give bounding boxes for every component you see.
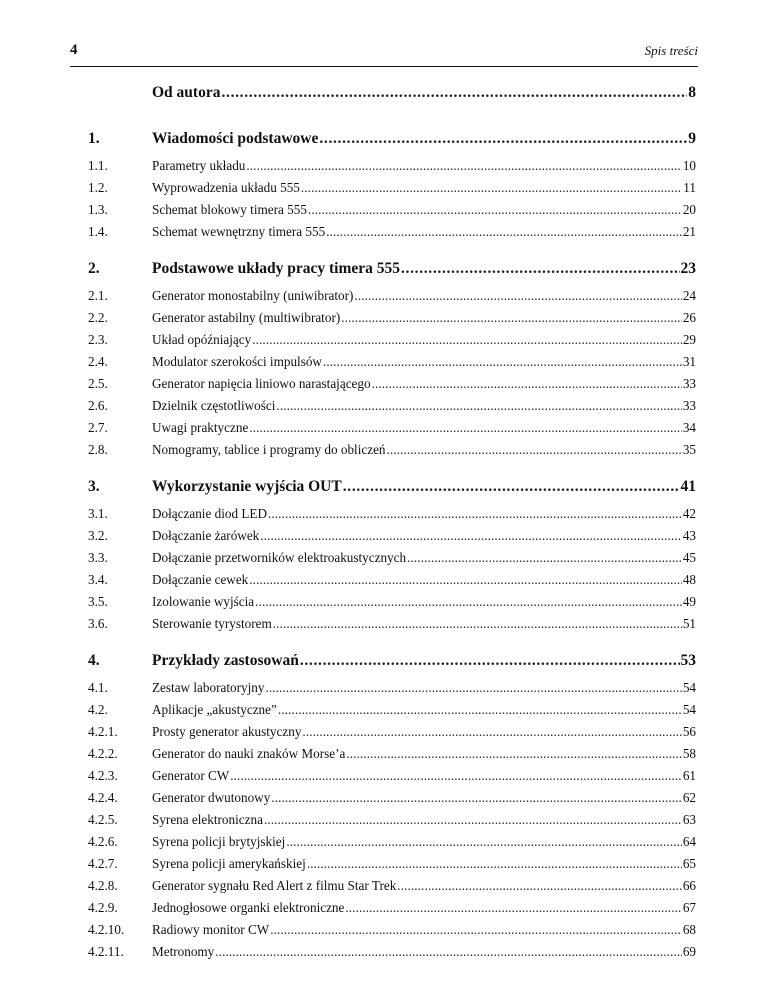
toc-entry-body [152,616,696,632]
dot-leader [252,332,682,348]
toc-entry-title: Od autora [152,84,221,101]
toc-entry-body [152,528,696,544]
toc-entry-body [152,572,696,588]
dot-leader [354,288,681,304]
dot-leader [372,376,682,392]
toc-section-entry[interactable] [88,376,696,398]
toc-entry-page: 58 [682,746,696,761]
toc-entry-page: 23 [680,260,696,277]
toc-entry-body [152,550,696,566]
dot-leader [246,158,681,174]
dot-leader [264,812,682,828]
toc-entry-body [152,332,696,348]
toc-entry-number: 4.2.6. [88,834,118,849]
toc-entry-title: Radiowy monitor CW [152,922,270,937]
dot-leader [308,202,682,218]
toc-section-entry[interactable] [88,506,696,528]
toc-entry-body [152,310,696,326]
toc-entry-number: 1.4. [88,224,108,239]
toc-entry-title: Układ opóźniający [152,332,252,347]
toc-entry-number: 3.5. [88,594,108,609]
toc-chapter-entry[interactable] [88,652,696,678]
toc-section-entry[interactable] [88,158,696,180]
toc-section-entry[interactable] [88,550,696,572]
toc-entry-body [152,84,696,102]
toc-entry-number: 2. [88,260,100,277]
chapter-spacer [88,638,696,652]
toc-entry-page: 56 [682,724,696,739]
toc-section-entry[interactable] [88,332,696,354]
chapter-spacer [88,116,696,130]
toc-entry-title: Dołączanie przetworników elektroakustycznych [152,550,407,565]
toc-entry-number: 4.2.2. [88,746,118,761]
toc-entry-page: 11 [683,180,696,195]
toc-entry-number: 2.5. [88,376,108,391]
toc-entry-body [152,702,696,718]
toc-entry-page: 43 [682,528,696,543]
toc-section-entry[interactable] [88,572,696,594]
toc-entry-number: 3.6. [88,616,108,631]
toc-entry-body [152,130,696,148]
toc-entry-title: Syrena policji amerykańskiej [152,856,306,871]
toc-section-entry[interactable] [88,856,696,878]
toc-entry-number: 2.4. [88,354,108,369]
toc-entry-number: 4.2.3. [88,768,118,783]
toc-section-entry[interactable] [88,202,696,224]
toc-entry-title: Generator dwutonowy [152,790,271,805]
toc-entry-body [152,594,696,610]
toc-entry-page: 20 [682,202,696,217]
toc-entry-page: 66 [682,878,696,893]
toc-section-entry[interactable] [88,812,696,834]
toc-entry-title: Generator sygnału Red Alert z filmu Star Trek [152,878,397,893]
toc-section-entry[interactable] [88,288,696,310]
toc-entry-body [152,724,696,740]
dot-leader [319,130,687,148]
dot-leader [286,834,681,850]
toc-entry-title: Izolowanie wyjścia [152,594,255,609]
toc-section-entry[interactable] [88,680,696,702]
dot-leader [260,528,682,544]
dot-leader [407,550,682,566]
toc-entry-title: Generator CW [152,768,230,783]
toc-entry-body [152,506,696,522]
chapter-spacer [88,246,696,260]
dot-leader [249,572,682,588]
toc-entry-page: 61 [682,768,696,783]
toc-entry-number: 1. [88,130,100,147]
toc-entry-body [152,224,696,240]
toc-entry-body [152,202,696,218]
toc-entry-title: Modulator szerokości impulsów [152,354,322,369]
toc-entry-page: 21 [682,224,696,239]
toc-entry-page: 33 [682,398,696,413]
toc-section-entry[interactable] [88,702,696,724]
toc-entry-title: Dołączanie diod LED [152,506,267,521]
dot-leader [301,180,682,196]
dot-leader [221,84,687,102]
toc-entry-page: 8 [688,84,696,101]
toc-entry-title: Dołączanie żarówek [152,528,260,543]
toc-entry-number: 3.4. [88,572,108,587]
toc-entry-body [152,922,696,938]
toc-entry-number: 4.2.1. [88,724,118,739]
toc-entry-page: 29 [682,332,696,347]
toc-entry-title: Wiadomości podstawowe [152,130,319,147]
toc-entry-page: 26 [682,310,696,325]
toc-entry-body [152,398,696,414]
toc-entry-body [152,900,696,916]
toc-entry-number: 4.1. [88,680,108,695]
toc-chapter-entry[interactable] [88,130,696,156]
toc-entry-title: Schemat wewnętrzny timera 555 [152,224,326,239]
page-number: 4 [70,42,78,58]
toc-entry-body [152,878,696,894]
toc-entry-title: Sterowanie tyrystorem [152,616,272,631]
dot-leader [307,856,682,872]
toc-section-entry[interactable] [88,310,696,332]
toc-entry-title: Wyprowadzenia układu 555 [152,180,300,195]
toc-entry-number: 4.2.4. [88,790,118,805]
dot-leader [326,224,682,240]
toc-entry-title: Dołączanie cewek [152,572,249,587]
toc-entry-number: 2.3. [88,332,108,347]
dot-leader [265,680,681,696]
toc-entry-title: Wykorzystanie wyjścia OUT [152,478,342,495]
toc-entry-title: Syrena elektroniczna [152,812,263,827]
toc-section-entry[interactable] [88,768,696,790]
toc-entry-title: Generator do nauki znaków Morse’a [152,746,346,761]
toc-entry-title: Metronomy [152,944,215,959]
dot-leader [397,878,682,894]
toc-section-entry[interactable] [88,398,696,420]
toc-entry-page: 9 [688,130,696,147]
toc-entry-body [152,420,696,436]
toc-entry-page: 63 [682,812,696,827]
toc-entry-title: Generator napięcia liniowo narastającego [152,376,371,391]
dot-leader [300,652,680,670]
toc-entry-number: 4. [88,652,100,669]
chapter-spacer [88,464,696,478]
toc-entry-number: 2.1. [88,288,108,303]
toc-entry-number: 1.2. [88,180,108,195]
toc-entry-body [152,354,696,370]
toc-entry-body [152,288,696,304]
dot-leader [268,506,682,522]
dot-leader [401,260,680,278]
dot-leader [278,702,682,718]
toc-entry-body [152,746,696,762]
toc-entry-number: 4.2.5. [88,812,118,827]
toc-section-entry[interactable] [88,528,696,550]
toc-entry-number: 3. [88,478,100,495]
toc-entry-number: 2.7. [88,420,108,435]
toc-entry-page: 34 [682,420,696,435]
toc-entry-title: Nomogramy, tablice i programy do obliczeń [152,442,386,457]
toc-entry-body [152,944,696,960]
toc-entry-body [152,856,696,872]
toc-entry-body [152,180,696,196]
toc-section-entry[interactable] [88,594,696,616]
toc-entry-number: 4.2.10. [88,922,125,937]
toc-entry-page: 67 [682,900,696,915]
toc-entry-title: Dzielnik częstotliwości [152,398,276,413]
toc-entry-page: 51 [682,616,696,631]
toc-section-entry[interactable] [88,224,696,246]
toc-entry-body [152,442,696,458]
toc-entry-page: 68 [682,922,696,937]
running-title: Spis treści [644,43,698,58]
toc-section-entry[interactable] [88,180,696,202]
toc-entry-title: Generator astabilny (multiwibrator) [152,310,341,325]
table-of-contents [88,84,696,966]
toc-section-entry[interactable] [88,354,696,376]
toc-entry-title: Jednogłosowe organki elektroniczne [152,900,345,915]
dot-leader [230,768,682,784]
toc-entry-number: 3.1. [88,506,108,521]
toc-entry-number: 3.3. [88,550,108,565]
toc-entry-number: 3.2. [88,528,108,543]
dot-leader [271,790,682,806]
toc-entry-page: 42 [682,506,696,521]
toc-entry-number: 1.1. [88,158,108,173]
toc-entry-page: 69 [682,944,696,959]
toc-chapter-entry[interactable] [88,478,696,504]
toc-entry-number: 2.8. [88,442,108,457]
toc-entry-page: 35 [682,442,696,457]
toc-section-entry[interactable] [88,442,696,464]
toc-entry-title: Prosty generator akustyczny [152,724,302,739]
toc-entry-body [152,158,696,174]
toc-section-entry[interactable] [88,790,696,812]
dot-leader [270,922,682,938]
toc-entry-title: Zestaw laboratoryjny [152,680,265,695]
toc-entry-page: 62 [682,790,696,805]
toc-entry-number: 4.2.8. [88,878,118,893]
toc-entry-title: Schemat blokowy timera 555 [152,202,307,217]
toc-entry-body [152,652,696,670]
toc-entry-number: 2.6. [88,398,108,413]
dot-leader [302,724,681,740]
toc-entry-page: 49 [682,594,696,609]
toc-entry-page: 64 [682,834,696,849]
dot-leader [346,746,681,762]
toc-section-entry[interactable] [88,922,696,944]
toc-section-entry[interactable] [88,900,696,922]
toc-entry-body [152,812,696,828]
toc-entry-body [152,260,696,278]
dot-leader [341,310,682,326]
toc-entry-title: Przykłady zastosowań [152,652,299,669]
toc-entry-body [152,478,696,496]
toc-entry-number: 1.3. [88,202,108,217]
toc-chapter-entry[interactable] [88,84,696,110]
toc-entry-page: 54 [682,702,696,717]
page-header [70,40,698,67]
toc-entry-title: Uwagi praktyczne [152,420,249,435]
toc-entry-body [152,768,696,784]
toc-entry-number: 2.2. [88,310,108,325]
toc-entry-page: 41 [680,478,696,495]
toc-section-entry[interactable] [88,878,696,900]
dot-leader [387,442,682,458]
toc-entry-number: 4.2.9. [88,900,118,915]
toc-entry-page: 45 [682,550,696,565]
dot-leader [323,354,682,370]
toc-entry-page: 31 [682,354,696,369]
toc-entry-title: Aplikacje „akustyczne” [152,702,277,717]
toc-chapter-entry[interactable] [88,260,696,286]
toc-entry-page: 10 [682,158,696,173]
toc-section-entry[interactable] [88,724,696,746]
toc-entry-title: Parametry układu [152,158,246,173]
toc-entry-title: Podstawowe układy pracy timera 555 [152,260,400,277]
toc-entry-title: Generator monostabilny (uniwibrator) [152,288,354,303]
toc-entry-body [152,790,696,806]
toc-entry-page: 24 [682,288,696,303]
toc-section-entry[interactable] [88,944,696,966]
dot-leader [345,900,681,916]
toc-entry-page: 53 [680,652,696,669]
dot-leader [249,420,682,436]
dot-leader [343,478,680,496]
toc-section-entry[interactable] [88,616,696,638]
toc-section-entry[interactable] [88,834,696,856]
toc-section-entry[interactable] [88,746,696,768]
toc-entry-page: 48 [682,572,696,587]
dot-leader [255,594,682,610]
toc-section-entry[interactable] [88,420,696,442]
toc-entry-number: 4.2. [88,702,108,717]
toc-entry-page: 33 [682,376,696,391]
toc-entry-page: 54 [682,680,696,695]
toc-entry-page: 65 [682,856,696,871]
dot-leader [276,398,681,414]
toc-entry-body [152,834,696,850]
dot-leader [215,944,682,960]
toc-entry-body [152,680,696,696]
toc-entry-body [152,376,696,392]
dot-leader [273,616,682,632]
toc-entry-number: 4.2.11. [88,944,124,959]
toc-entry-number: 4.2.7. [88,856,118,871]
toc-entry-title: Syrena policji brytyjskiej [152,834,286,849]
